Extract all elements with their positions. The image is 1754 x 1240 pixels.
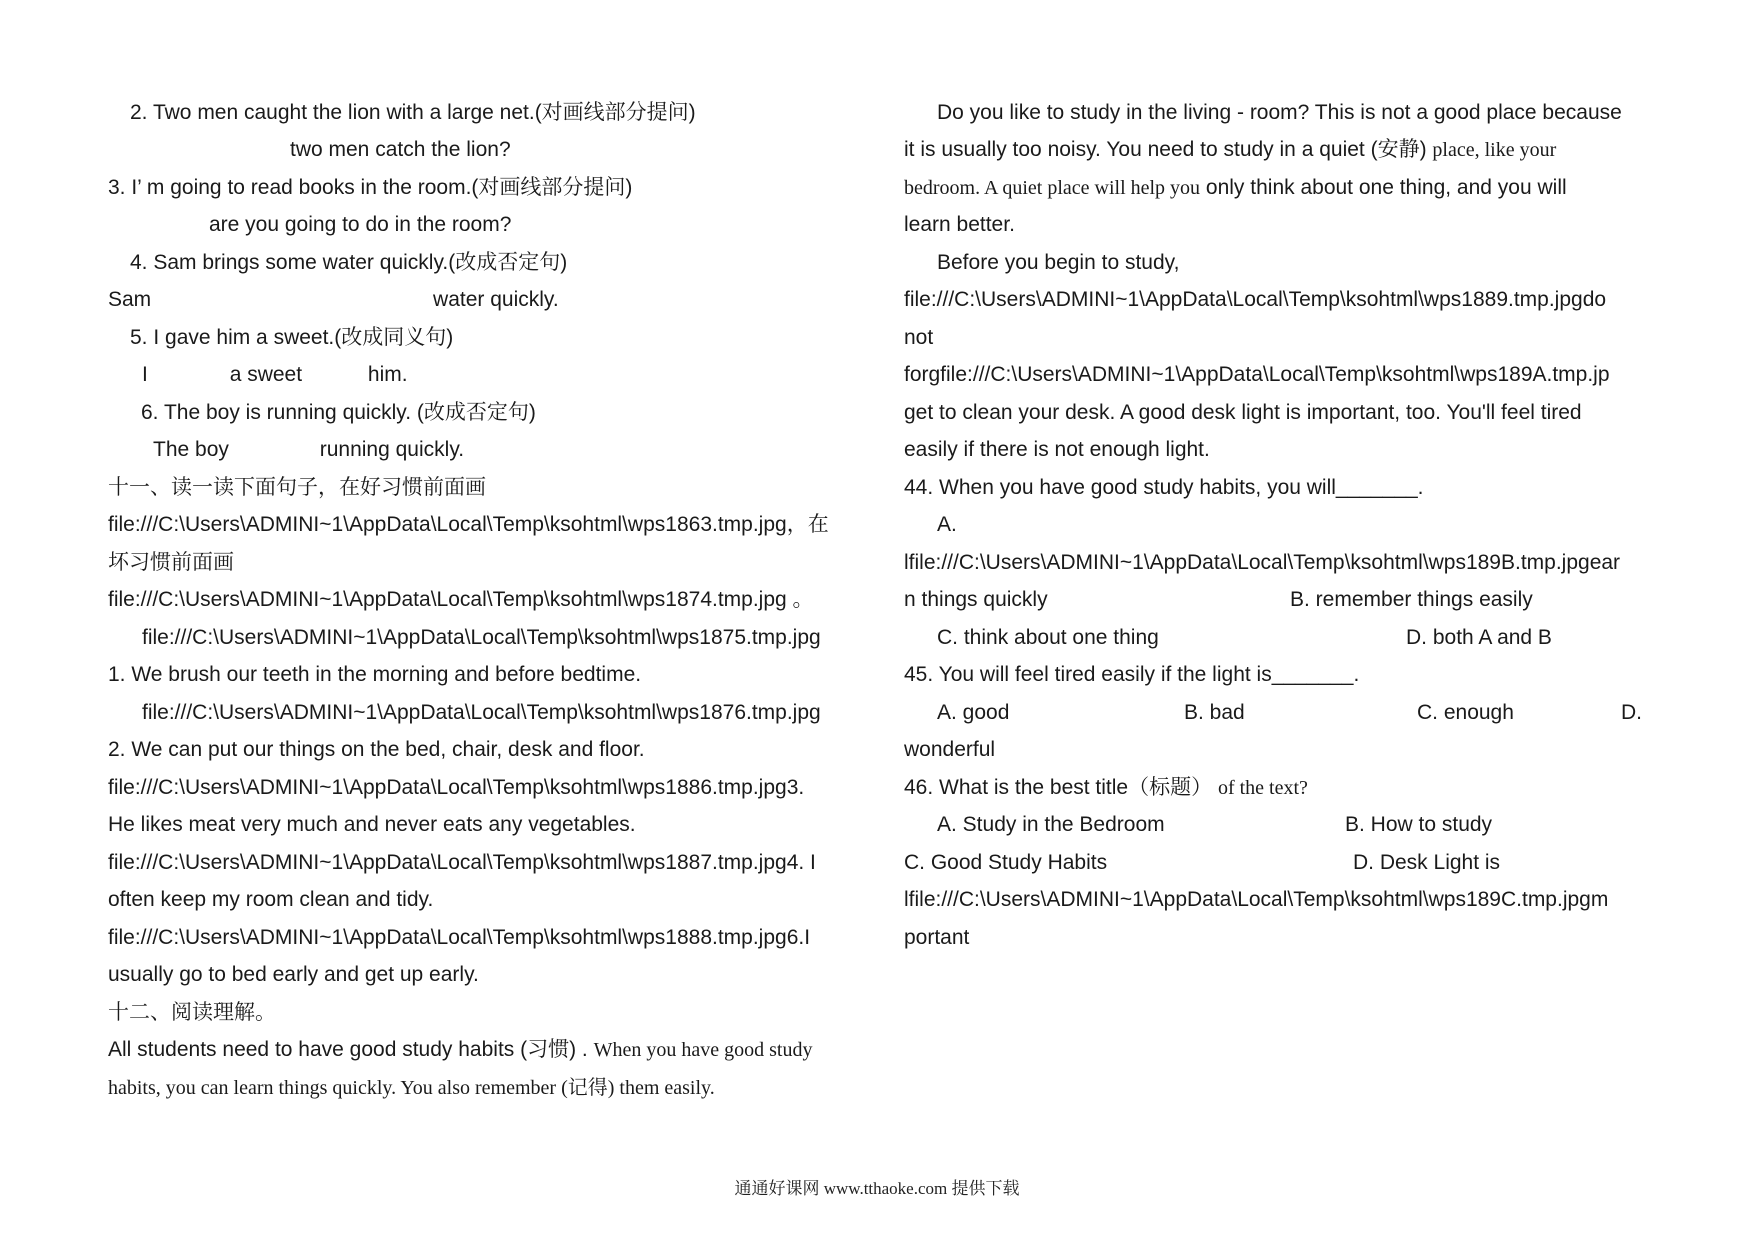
question-5: 5. I gave him a sweet.(改成同义句) — [130, 326, 454, 349]
reading-paragraph-3-line: get to clean your desk. A good desk light is important, too. You'll feel tired — [904, 401, 1582, 424]
reading-paragraph-1 — [108, 1037, 812, 1063]
reading-paragraph-3-line: easily if there is not enough light. — [904, 438, 1210, 461]
question-45: 45. You will feel tired easily if the light is_______. — [904, 663, 1360, 686]
habit-item-1: 1. We brush our teeth in the morning and before bedtime. — [108, 663, 642, 686]
question-46-option-d: D. Desk Light is — [1353, 851, 1501, 874]
question-44: 44. When you have good study habits, you will_______. — [904, 476, 1424, 499]
reading-paragraph-2-line — [904, 137, 1556, 163]
question-text: of the text? — [1217, 777, 1308, 799]
image-path-text: lfile:///C:\Users\ADMINI~1\AppData\Local\Temp\ksohtml\wps189C.tmp.jpgm — [904, 888, 1609, 911]
section-11-text: 坏习惯前面画 — [108, 551, 234, 574]
reading-paragraph-1-cont: habits, you can learn things quickly. You also remember (记得) them easily. — [108, 1077, 715, 1099]
answer-word: water quickly. — [433, 288, 559, 311]
question-2: 2. Two men caught the lion with a large net.(对画线部分提问) — [130, 101, 696, 124]
answer-word: Sam — [108, 288, 152, 311]
question-44-option-b: B. remember things easily — [1290, 588, 1533, 611]
reading-paragraph-3: Before you begin to study, — [937, 251, 1180, 274]
question-3-answer-line: are you going to do in the room? — [209, 213, 512, 236]
paragraph-text: place, like your — [1432, 139, 1557, 161]
image-path-text: file:///C:\Users\ADMINI~1\AppData\Local\Temp\ksohtml\wps1863.tmp.jpg，在 — [108, 513, 829, 536]
image-path-text: file:///C:\Users\ADMINI~1\AppData\Local\Temp\ksohtml\wps1888.tmp.jpg6.I — [108, 926, 811, 949]
question-6-answer-line — [153, 437, 464, 463]
question-44-option-a: A. — [937, 513, 957, 536]
habit-item-2: 2. We can put our things on the bed, chair, desk and floor. — [108, 738, 645, 761]
section-11-heading: 十一、读一读下面句子，在好习惯前面画 — [108, 476, 486, 499]
image-path-text: lfile:///C:\Users\ADMINI~1\AppData\Local\Temp\ksohtml\wps189B.tmp.jpgear — [904, 551, 1621, 574]
question-4-answer-line — [108, 287, 559, 313]
image-path-text: file:///C:\Users\ADMINI~1\AppData\Local\Temp\ksohtml\wps1886.tmp.jpg3. — [108, 776, 805, 799]
image-path-text: forgfile:///C:\Users\ADMINI~1\AppData\Local\Temp\ksohtml\wps189A.tmp.jp — [904, 363, 1610, 386]
question-2-answer-line: two men catch the lion? — [290, 138, 511, 161]
reading-paragraph-3-line: not — [904, 326, 934, 349]
question-46-option-b: B. How to study — [1345, 813, 1493, 836]
reading-paragraph-2: Do you like to study in the living - room? This is not a good place because — [937, 101, 1622, 124]
question-text: 46. What is the best title（标题） — [904, 776, 1213, 799]
image-path-text: file:///C:\Users\ADMINI~1\AppData\Local\Temp\ksohtml\wps1889.tmp.jpgdo — [904, 288, 1607, 311]
image-path-text: file:///C:\Users\ADMINI~1\AppData\Local\Temp\ksohtml\wps1875.tmp.jpg — [142, 626, 821, 649]
image-path-text: file:///C:\Users\ADMINI~1\AppData\Local\Temp\ksohtml\wps1887.tmp.jpg4. I — [108, 851, 816, 874]
answer-word: a sweet — [229, 363, 303, 386]
question-45-option-d: D. — [1621, 701, 1642, 724]
question-46-option-d-cont: portant — [904, 926, 970, 949]
section-12-heading: 十二、阅读理解。 — [108, 1001, 276, 1024]
question-46-option-a: A. Study in the Bedroom — [937, 813, 1165, 836]
answer-word: The boy — [153, 438, 229, 461]
question-45-option-d-cont: wonderful — [904, 738, 996, 761]
paragraph-text: All students need to have good study habits (习惯) . — [108, 1038, 588, 1061]
image-path-text: file:///C:\Users\ADMINI~1\AppData\Local\Temp\ksohtml\wps1874.tmp.jpg 。 — [108, 588, 814, 611]
question-5-answer-line — [142, 362, 408, 388]
page-footer: 通通好课网 www.tthaoke.com 提供下载 — [734, 1179, 1020, 1198]
question-46 — [904, 775, 1308, 801]
answer-word: I — [142, 363, 148, 386]
question-45-option-c: C. enough — [1417, 701, 1514, 724]
question-44-option-c: C. think about one thing — [937, 626, 1159, 649]
reading-paragraph-2-line — [904, 175, 1567, 201]
habit-item-4: often keep my room clean and tidy. — [108, 888, 434, 911]
paragraph-text: only think about one thing, and you will — [1205, 176, 1567, 199]
question-46-option-c: C. Good Study Habits — [904, 851, 1108, 874]
answer-word: running quickly. — [319, 438, 465, 461]
question-44-option-a-cont: n things quickly — [904, 588, 1048, 611]
image-path-text: file:///C:\Users\ADMINI~1\AppData\Local\Temp\ksohtml\wps1876.tmp.jpg — [142, 701, 821, 724]
question-44-option-d: D. both A and B — [1406, 626, 1552, 649]
answer-word: him. — [367, 363, 408, 386]
question-45-option-b: B. bad — [1184, 701, 1245, 724]
question-4: 4. Sam brings some water quickly.(改成否定句) — [130, 251, 568, 274]
question-45-option-a: A. good — [937, 701, 1010, 724]
reading-paragraph-2-line: learn better. — [904, 213, 1015, 236]
habit-item-6: usually go to bed early and get up early. — [108, 963, 479, 986]
question-6: 6. The boy is running quickly. (改成否定句) — [141, 401, 536, 424]
paragraph-text: bedroom. A quiet place will help you — [904, 177, 1201, 199]
paragraph-text: it is usually too noisy. You need to study in a quiet (安静) — [904, 138, 1427, 161]
habit-item-3: He likes meat very much and never eats any vegetables. — [108, 813, 636, 836]
question-3: 3. I’ m going to read books in the room.(对画线部分提问) — [108, 176, 633, 199]
paragraph-text: When you have good study — [593, 1039, 813, 1061]
